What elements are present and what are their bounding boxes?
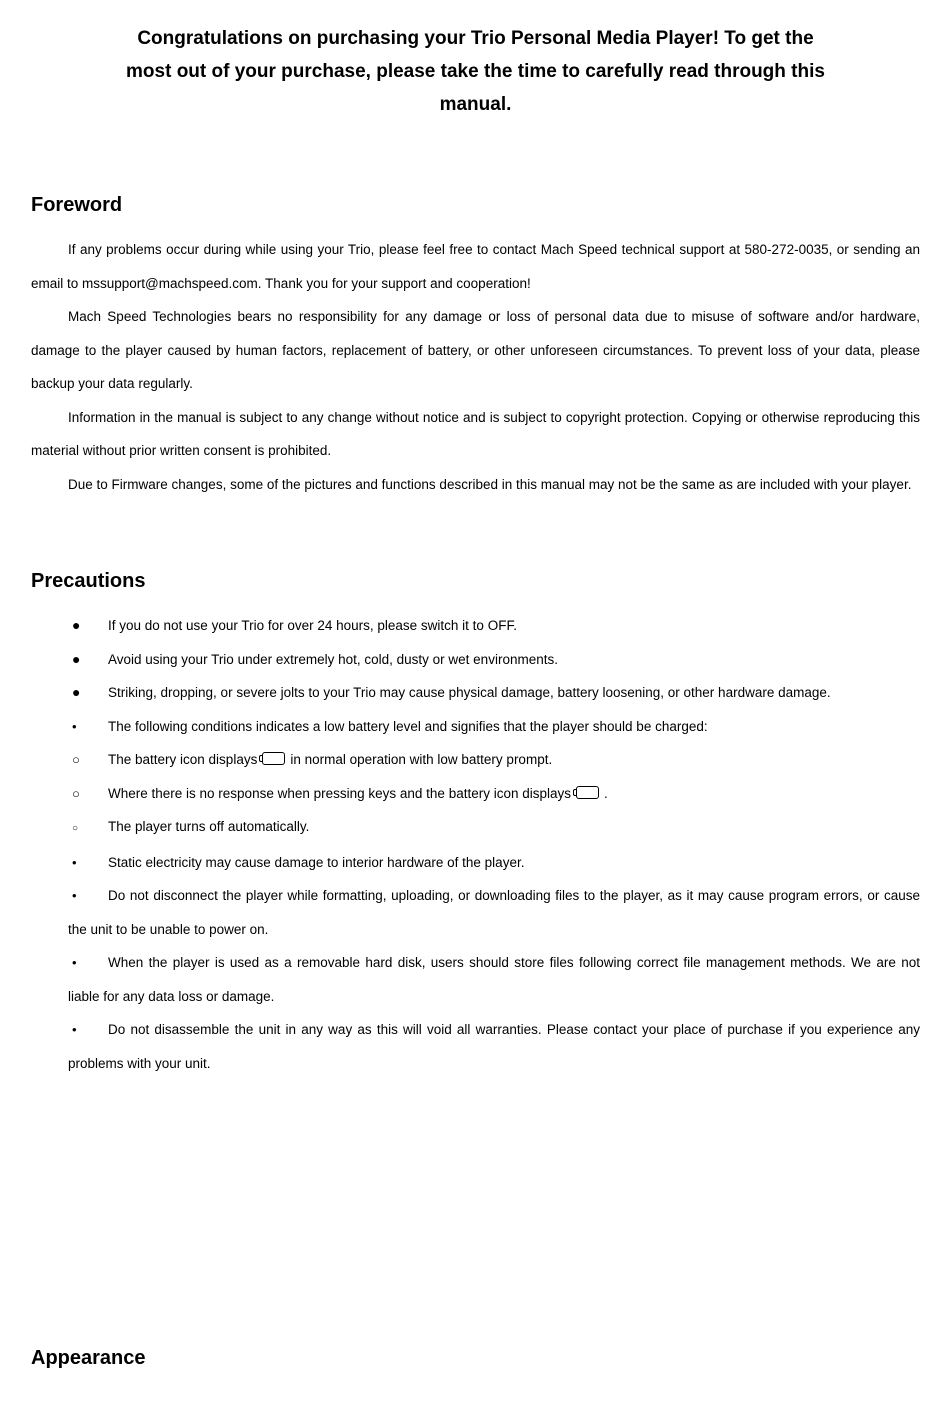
foreword-paragraph: If any problems occur during while using your Trio, please feel free to contact Mach Speed technical support at 580-272-0035, or sending an email to mssupport@machspeed.com. Thank you for your support and cooperation! <box>31 242 920 291</box>
bullet-icon: • <box>72 955 77 970</box>
list-item <box>68 946 920 1013</box>
section-title-appearance: Appearance <box>31 1347 146 1369</box>
list-item <box>68 810 920 846</box>
foreword-paragraph: Due to Firmware changes, some of the pictures and functions described in this manual may not be the same as are included with your player. <box>68 476 912 492</box>
bullet-icon: • <box>72 854 77 870</box>
list-item <box>68 710 920 744</box>
foreword-paragraph: Information in the manual is subject to any change without notice and is subject to copyright protection. Copying or otherwise reproducing this material without prior written consent is prohibited. <box>31 409 920 458</box>
list-item <box>68 777 920 811</box>
list-item-text: If you do not use your Trio for over 24 hours, please switch it to OFF. <box>108 618 517 633</box>
list-item-text: Where there is no response when pressing keys and the battery icon displays <box>108 785 572 801</box>
list-item <box>68 1013 920 1080</box>
list-item <box>68 676 920 710</box>
bullet-icon: ● <box>72 617 81 633</box>
list-item-text: Striking, dropping, or severe jolts to your Trio may cause physical damage, battery loosening, or other hardware damage. <box>108 685 831 700</box>
list-item-text: The battery icon displays <box>108 752 258 767</box>
list-item-text: When the player is used as a removable hard disk, users should store files following correct file management methods. We are not liable for any data loss or damage. <box>68 955 920 1004</box>
list-item-text: in normal operation with low battery prompt. <box>290 752 553 767</box>
bullet-icon: • <box>72 718 77 734</box>
bullet-icon: ● <box>72 650 81 667</box>
foreword-paragraph: Mach Speed Technologies bears no responsibility for any damage or loss of personal data due to misuse of software and/or hardware, damage to the player caused by human factors, replacement of battery, or other unforeseen circumstances. To prevent loss of your data, please backup your data regularly. <box>31 309 920 391</box>
bullet-icon: ○ <box>72 785 80 801</box>
list-item <box>68 609 920 643</box>
list-item <box>68 879 920 946</box>
list-item <box>68 846 920 880</box>
list-item-text: Do not disassemble the unit in any way as this will void all warranties. Please contact your place of purchase if you experience any problems with your unit. <box>68 1022 920 1071</box>
bullet-icon: • <box>72 888 77 903</box>
list-item-text: The following conditions indicates a low battery level and signifies that the player should be charged: <box>108 718 708 734</box>
battery-low-icon <box>262 752 285 765</box>
bullet-icon: ● <box>72 684 81 700</box>
section-title-foreword: Foreword <box>31 194 123 216</box>
list-item-text: Static electricity may cause damage to interior hardware of the player. <box>108 854 525 870</box>
intro-heading: Congratulations on purchasing your Trio Personal Media Player! To get the most out of your purchase, please take the time to carefully read through this manual. <box>126 28 825 115</box>
list-item-text: The player turns off automatically. <box>108 819 310 834</box>
bullet-icon: ○ <box>72 823 79 834</box>
bullet-icon: ○ <box>72 752 80 767</box>
section-title-precautions: Precautions <box>31 570 146 592</box>
list-item <box>68 743 920 777</box>
battery-low-icon <box>576 786 599 799</box>
list-item-text: Avoid using your Trio under extremely hot, cold, dusty or wet environments. <box>108 651 558 667</box>
list-item-text: Do not disconnect the player while formatting, uploading, or downloading files to the player, as it may cause program errors, or cause the unit to be unable to power on. <box>68 888 920 937</box>
list-item-text: . <box>604 785 608 801</box>
list-item <box>68 643 920 677</box>
bullet-icon: • <box>72 1022 77 1037</box>
precautions-list <box>31 609 920 1080</box>
